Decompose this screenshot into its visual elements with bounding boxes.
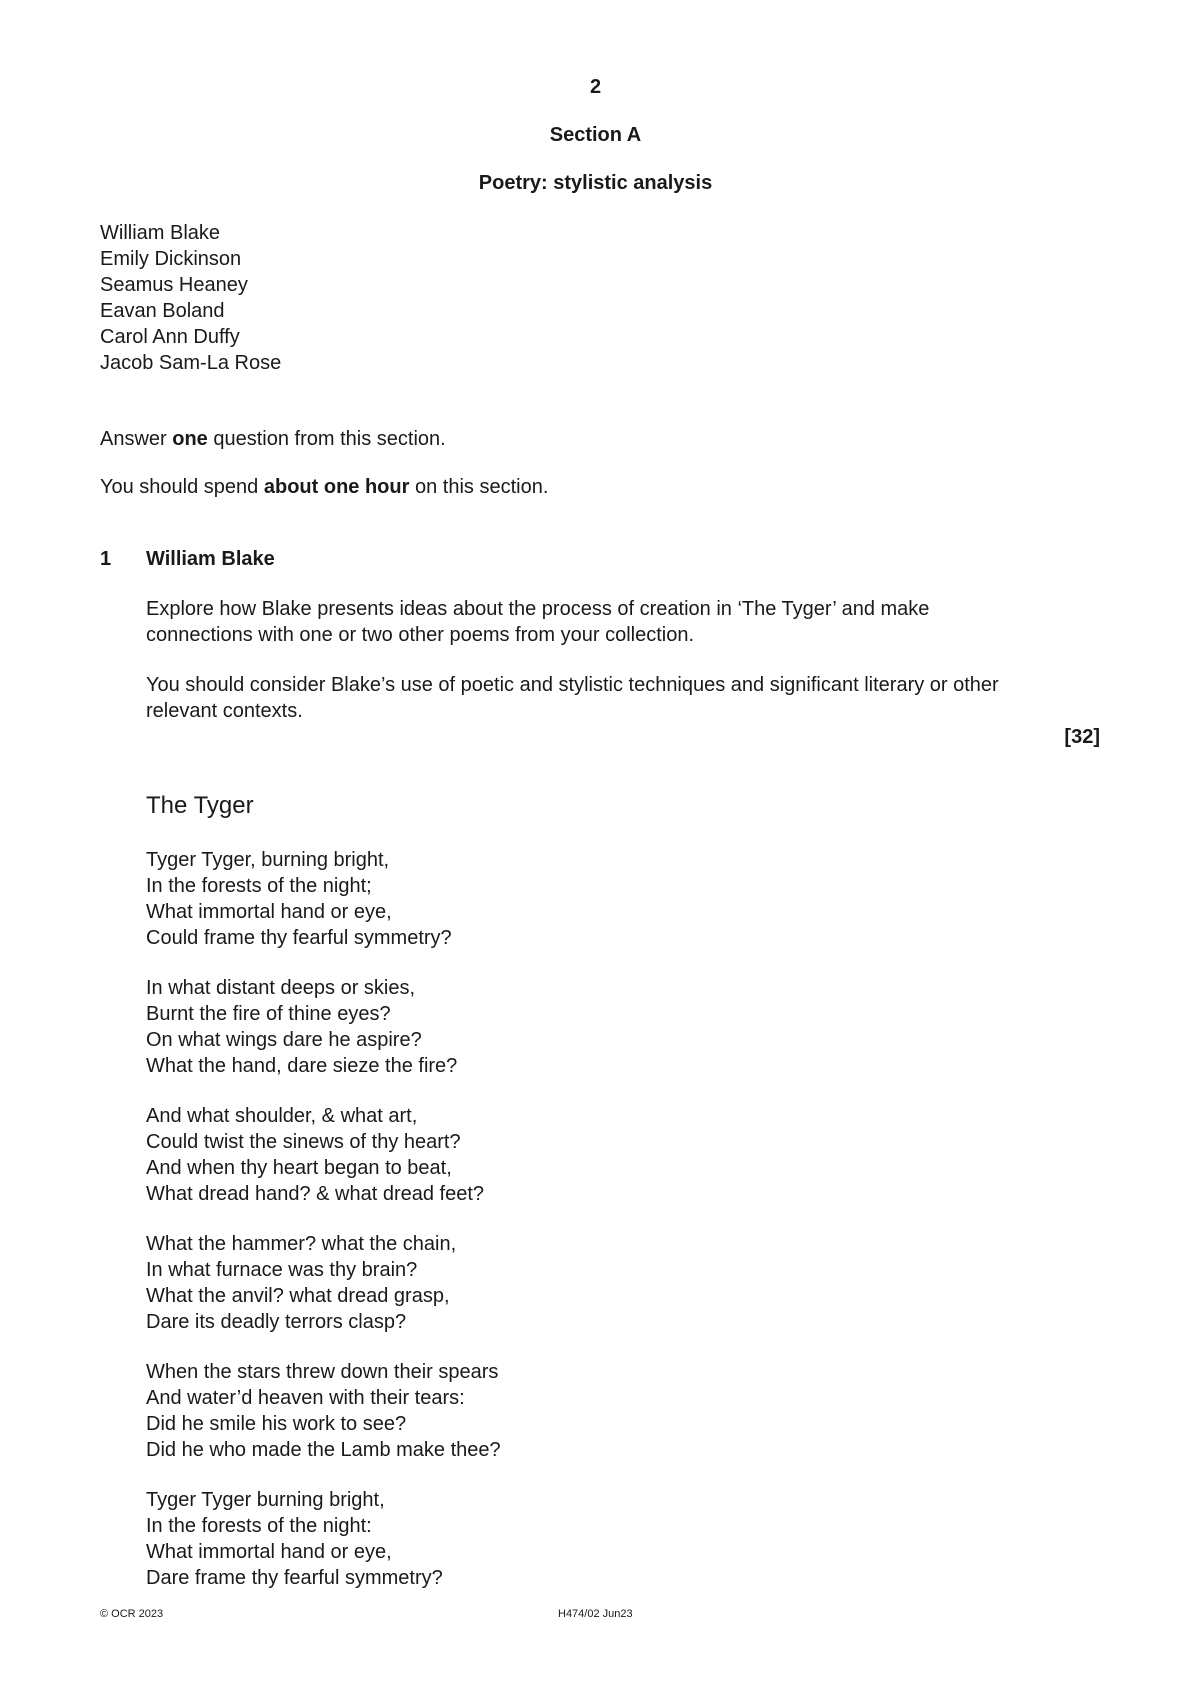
marks: [32] [1064, 726, 1100, 748]
poem-line: Tyger Tyger burning bright, [146, 1489, 385, 1511]
question-prompt: Explore how Blake presents ideas about the process of creation in ‘The Tyger’ and make connections with one or two other poems from your collection. [146, 598, 930, 646]
poem-line: What the hand, dare sieze the fire? [146, 1055, 458, 1077]
section-subtitle: Poetry: stylistic analysis [478, 172, 713, 194]
question-heading: William Blake [146, 548, 275, 570]
poem-line: Burnt the fire of thine eyes? [146, 1003, 391, 1025]
question-number: 1 [100, 548, 112, 570]
poem-line: And when thy heart began to beat, [146, 1157, 452, 1179]
poem-line: In what distant deeps or skies, [146, 977, 416, 999]
poet-item: Jacob Sam-La Rose [100, 352, 282, 374]
poem-line: Did he smile his work to see? [146, 1413, 407, 1435]
poem-title: The Tyger [146, 792, 254, 819]
poem-line: In the forests of the night; [146, 875, 372, 897]
page-number: 2 [589, 76, 602, 98]
poem-line: What the hammer? what the chain, [146, 1233, 457, 1255]
poem-line: Could twist the sinews of thy heart? [146, 1131, 461, 1153]
poem-line: On what wings dare he aspire? [146, 1029, 422, 1051]
poem-line: In the forests of the night: [146, 1515, 372, 1537]
poem-stanza [146, 975, 457, 1079]
poem-line: Did he who made the Lamb make thee? [146, 1439, 501, 1461]
poem-line: What the anvil? what dread grasp, [146, 1285, 450, 1307]
footer-code: H474/02 Jun23 [558, 1608, 633, 1620]
poem-stanza [146, 1359, 501, 1463]
poet-item: Eavan Boland [100, 300, 225, 322]
poem-line: In what furnace was thy brain? [146, 1259, 418, 1281]
poem-line: And what shoulder, & what art, [146, 1105, 418, 1127]
footer-copyright: © OCR 2023 [100, 1608, 164, 1620]
poet-item: Seamus Heaney [100, 274, 248, 296]
question-guidance: You should consider Blake’s use of poetic and stylistic techniques and significant literary or other relevant contexts. [146, 674, 999, 722]
poem-line: What immortal hand or eye, [146, 1541, 392, 1563]
poem-line: What dread hand? & what dread feet? [146, 1183, 485, 1205]
poem-line: What immortal hand or eye, [146, 901, 392, 923]
poem-line: And water’d heaven with their tears: [146, 1387, 465, 1409]
poet-list [100, 220, 281, 376]
poem-stanza [146, 1487, 443, 1591]
poem-line: When the stars threw down their spears [146, 1361, 499, 1383]
poet-item: William Blake [100, 222, 221, 244]
instruction-answer: Answer one question from this section. [100, 428, 446, 450]
poem-stanza [146, 847, 452, 951]
poem-stanza [146, 1231, 456, 1335]
section-title: Section A [549, 124, 642, 146]
poem-line: Dare its deadly terrors clasp? [146, 1311, 407, 1333]
poem-line: Tyger Tyger, burning bright, [146, 849, 390, 871]
poem-line: Could frame thy fearful symmetry? [146, 927, 452, 949]
poet-item: Emily Dickinson [100, 248, 242, 270]
poem-line: Dare frame thy fearful symmetry? [146, 1567, 443, 1589]
instruction-time: You should spend about one hour on this section. [100, 476, 549, 498]
poet-item: Carol Ann Duffy [100, 326, 240, 348]
poem-stanza [146, 1103, 484, 1207]
